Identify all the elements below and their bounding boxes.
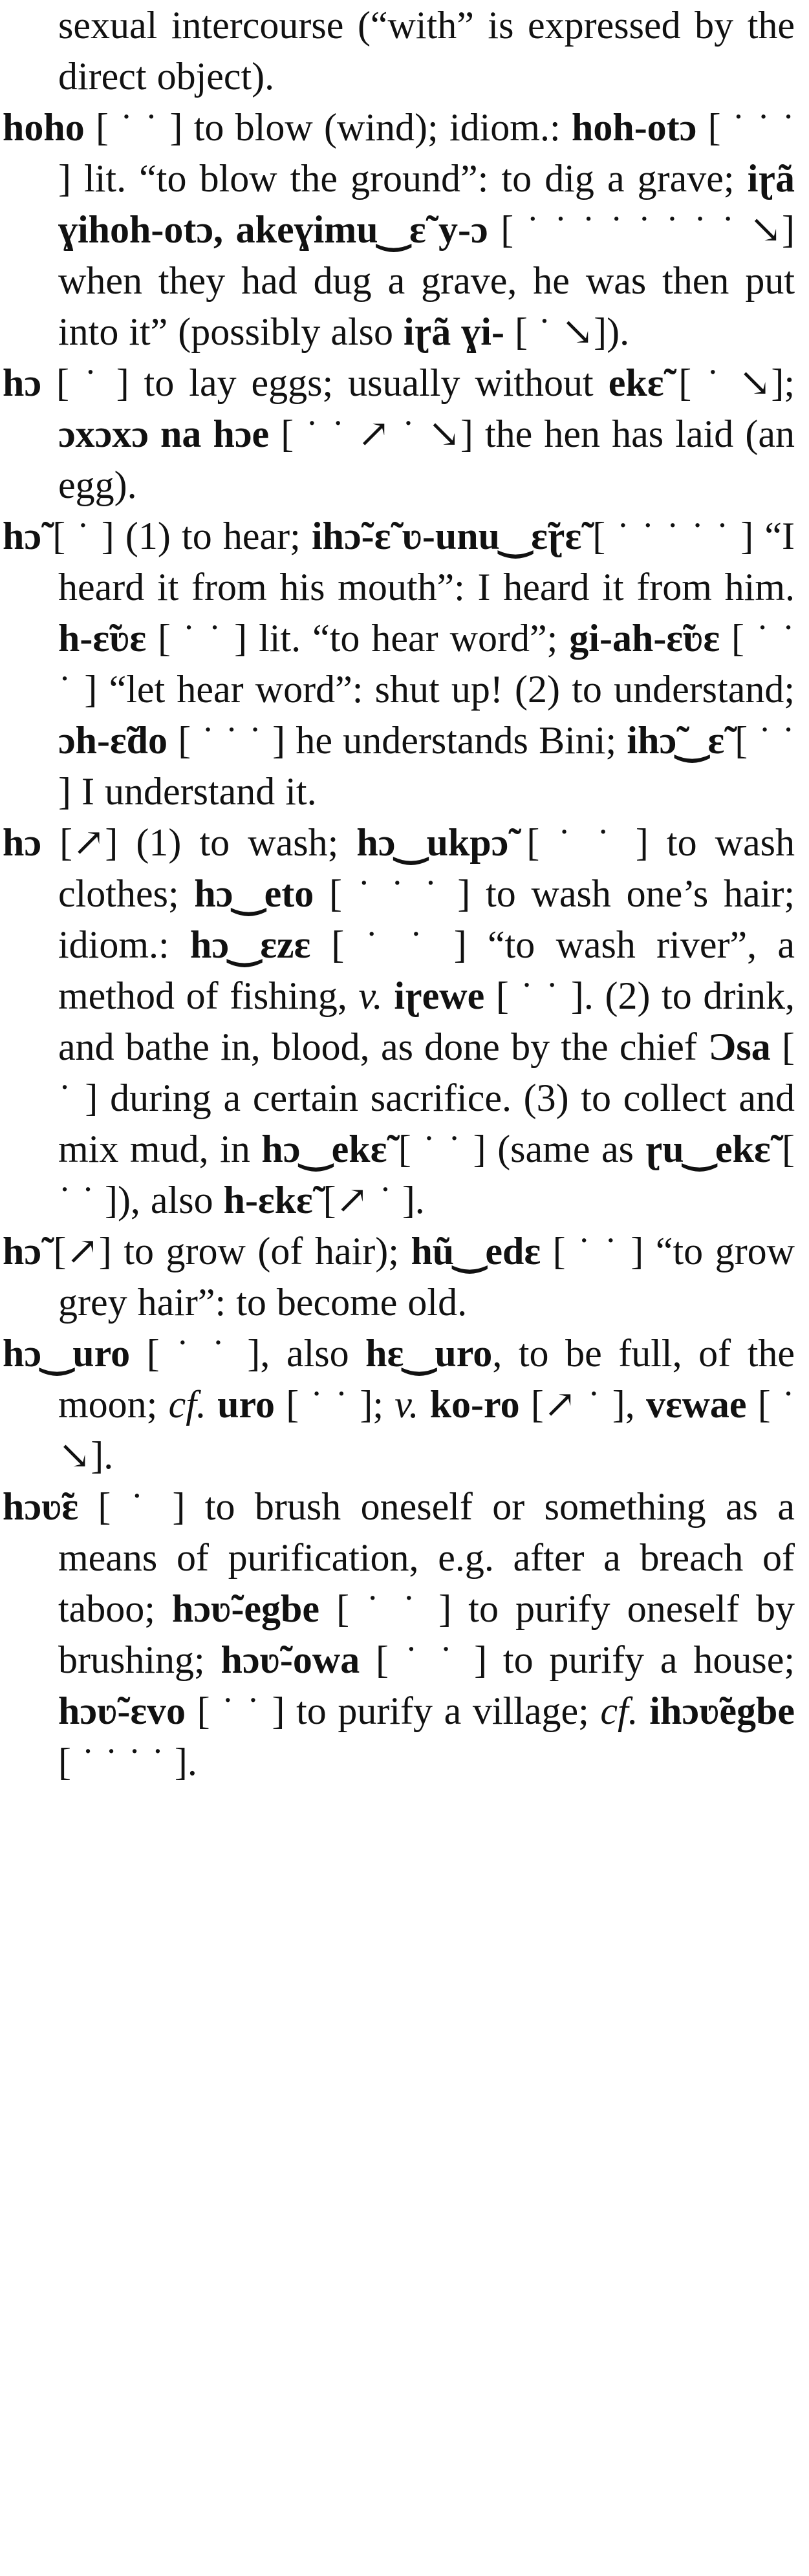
entry-text: [ ˙ ˙ ];	[275, 1383, 395, 1426]
example-phrase: ɔxɔxɔ na hɔe	[58, 413, 270, 455]
entry-text: [ ˙ ˙ ]), also	[58, 1128, 795, 1221]
headword: hɔ̃	[3, 1230, 41, 1272]
entry-continuation	[3, 0, 795, 102]
example-phrase: hɔʋ̃-egbe	[172, 1587, 320, 1630]
headword: hoho	[3, 106, 85, 149]
entry-text: [ ˙ ˙ ] lit. “to hear word”;	[146, 617, 570, 660]
entry-text: [ ˙ ˙ ] “to grow grey hair”: to become old.	[58, 1230, 795, 1324]
entry-text: [ ˙ ˙ ]. (2) to drink, and bathe in, blood, as done by the chief	[58, 974, 795, 1068]
example-phrase: h-ɛkɛ̃	[223, 1179, 313, 1221]
entry-text: [ ˙ ] to lay eggs; usually without	[41, 361, 609, 404]
entry-text: [↗] to grow (of hair);	[41, 1230, 411, 1272]
example-phrase: hɛ‿uro	[365, 1332, 493, 1375]
dictionary-entry-hoo-hear	[3, 511, 795, 817]
example-phrase: ihɔʋ̃egbe	[649, 1690, 795, 1732]
entry-text	[638, 1690, 650, 1732]
entry-text: [ ˙ ] to brush oneself or something as a means of purification, e.g. after a breach of taboo;	[58, 1485, 795, 1630]
headword: hɔ̃	[3, 515, 41, 557]
headword: hɔ	[3, 821, 41, 864]
headword: hɔ‿uro	[3, 1332, 131, 1375]
entry-text: [ ˙ ˙ ] “to wash river”, a method of fishing,	[58, 923, 795, 1017]
italic-abbreviation: cf.	[600, 1690, 638, 1732]
example-phrase: hɔ‿eto	[194, 872, 314, 915]
example-phrase: hũ‿edɛ	[411, 1230, 541, 1272]
entry-text: [ ˙ ˙ ] (same as	[387, 1128, 645, 1170]
example-phrase: iɽã ɣihoh-otɔ, akeɣimu‿ɛ̃ y-ɔ	[58, 157, 795, 251]
dictionary-entry-hoho	[3, 102, 795, 358]
example-phrase: hɔ‿ɛzɛ	[189, 923, 311, 966]
entry-text: [ ˙ ˙ ], also	[130, 1332, 366, 1375]
example-phrase: ɽu‿ekɛ̃	[645, 1128, 771, 1170]
entry-text: [↗ ˙ ].	[312, 1179, 425, 1221]
entry-text: [ ˙ ] (1) to hear;	[41, 515, 312, 557]
example-phrase: gi-ah-ɛ̃ʋɛ	[569, 617, 720, 660]
italic-abbreviation: cf.	[168, 1383, 206, 1426]
entry-text: sexual intercourse (“with” is expressed by the direct object).	[58, 4, 795, 98]
entry-text: [ ˙ ˙ ] to wash clothes;	[58, 821, 795, 915]
example-phrase: Ɔsa	[708, 1025, 771, 1068]
entry-text: [ ˙ ˙ ] to purify a village;	[186, 1690, 601, 1732]
example-phrase: iɽã ɣi-	[403, 310, 504, 353]
headword: hɔʋ̃ɛ	[3, 1485, 79, 1528]
entry-text: [ ˙ ˙ ] to blow (wind); idiom.:	[84, 106, 572, 149]
entry-text: [ ˙ ˙ ˙ ] lit. “to blow the ground”: to dig a grave;	[58, 106, 795, 200]
entry-text: [ ˙ ↘]).	[504, 310, 630, 353]
example-phrase: vɛwae	[645, 1383, 747, 1426]
example-phrase: uro	[217, 1383, 275, 1426]
italic-abbreviation: v.	[358, 974, 383, 1017]
entry-text: [↗ ˙ ],	[519, 1383, 646, 1426]
entry-text: [ ˙ ↘].	[58, 1383, 795, 1477]
example-phrase: ihɔ̃‿ɛ̃	[627, 719, 724, 762]
example-phrase: ihɔ̃-ɛ̃ ʋ-unu‿ɛ̃ɽɛ̃	[311, 515, 582, 557]
entry-text: [ ˙ ˙ ↗ ˙ ↘] the hen has laid (an egg).	[58, 413, 795, 506]
entry-text: [ ˙ ˙ ˙ ] “let hear word”: shut up! (2) to understand;	[58, 617, 795, 711]
example-phrase: hoh-otɔ	[571, 106, 697, 149]
example-phrase: ekɛ̃	[608, 361, 664, 404]
example-phrase: iɽewe	[394, 974, 485, 1017]
entry-text: [ ˙ ˙ ˙ ˙ ˙ ] “I heard it from his mouth”: I heard it from him.	[58, 515, 795, 608]
example-phrase: hɔ‿ukpɔ̃	[356, 821, 509, 864]
headword: hɔ	[3, 361, 41, 404]
entry-text: , to be full, of the moon;	[58, 1332, 795, 1426]
example-phrase: hɔ‿ekɛ̃	[261, 1128, 387, 1170]
entry-text: [ ˙ ˙ ˙ ] he understands Bini;	[167, 719, 627, 762]
entry-text: [ ˙ ˙ ] to purify oneself by brushing;	[58, 1587, 795, 1681]
entry-text: [ ˙ ˙ ] to purify a house;	[360, 1638, 795, 1681]
example-phrase: hɔʋ̃-owa	[221, 1638, 360, 1681]
example-phrase: hɔʋ̃-ɛvo	[58, 1690, 186, 1732]
example-phrase: ɔh-ɛ̃do	[58, 719, 167, 762]
entry-text: [ ˙ ˙ ˙ ˙ ].	[58, 1741, 197, 1783]
entry-text	[418, 1383, 429, 1426]
entry-text: [ ˙ ] during a certain sacrifice. (3) to collect and mix mud, in	[58, 1025, 795, 1170]
entry-text	[206, 1383, 217, 1426]
example-phrase: h-ɛ̃ʋɛ	[58, 617, 147, 660]
entry-text	[383, 974, 394, 1017]
dictionary-entry-houe	[3, 1481, 795, 1788]
entry-text: [ ˙ ↘];	[663, 361, 795, 404]
dictionary-entry-hoo-grow	[3, 1226, 795, 1328]
dictionary-entry-ho	[3, 358, 795, 511]
italic-abbreviation: v.	[394, 1383, 419, 1426]
entry-text: [ ˙ ˙ ˙ ] to wash one’s hair; idiom.:	[58, 872, 795, 966]
entry-text: [↗] (1) to wash;	[41, 821, 357, 864]
entry-text: [ ˙ ˙ ] I understand it.	[58, 719, 795, 813]
dictionary-entry-ho-wash	[3, 817, 795, 1226]
dictionary-entry-ho-uro	[3, 1328, 795, 1481]
entry-text: [ ˙ ˙ ˙ ˙ ˙ ˙ ˙ ˙ ↘] when they had dug a grave, he was then put into it” (possibly also	[58, 208, 795, 353]
example-phrase: ko-ro	[429, 1383, 520, 1426]
